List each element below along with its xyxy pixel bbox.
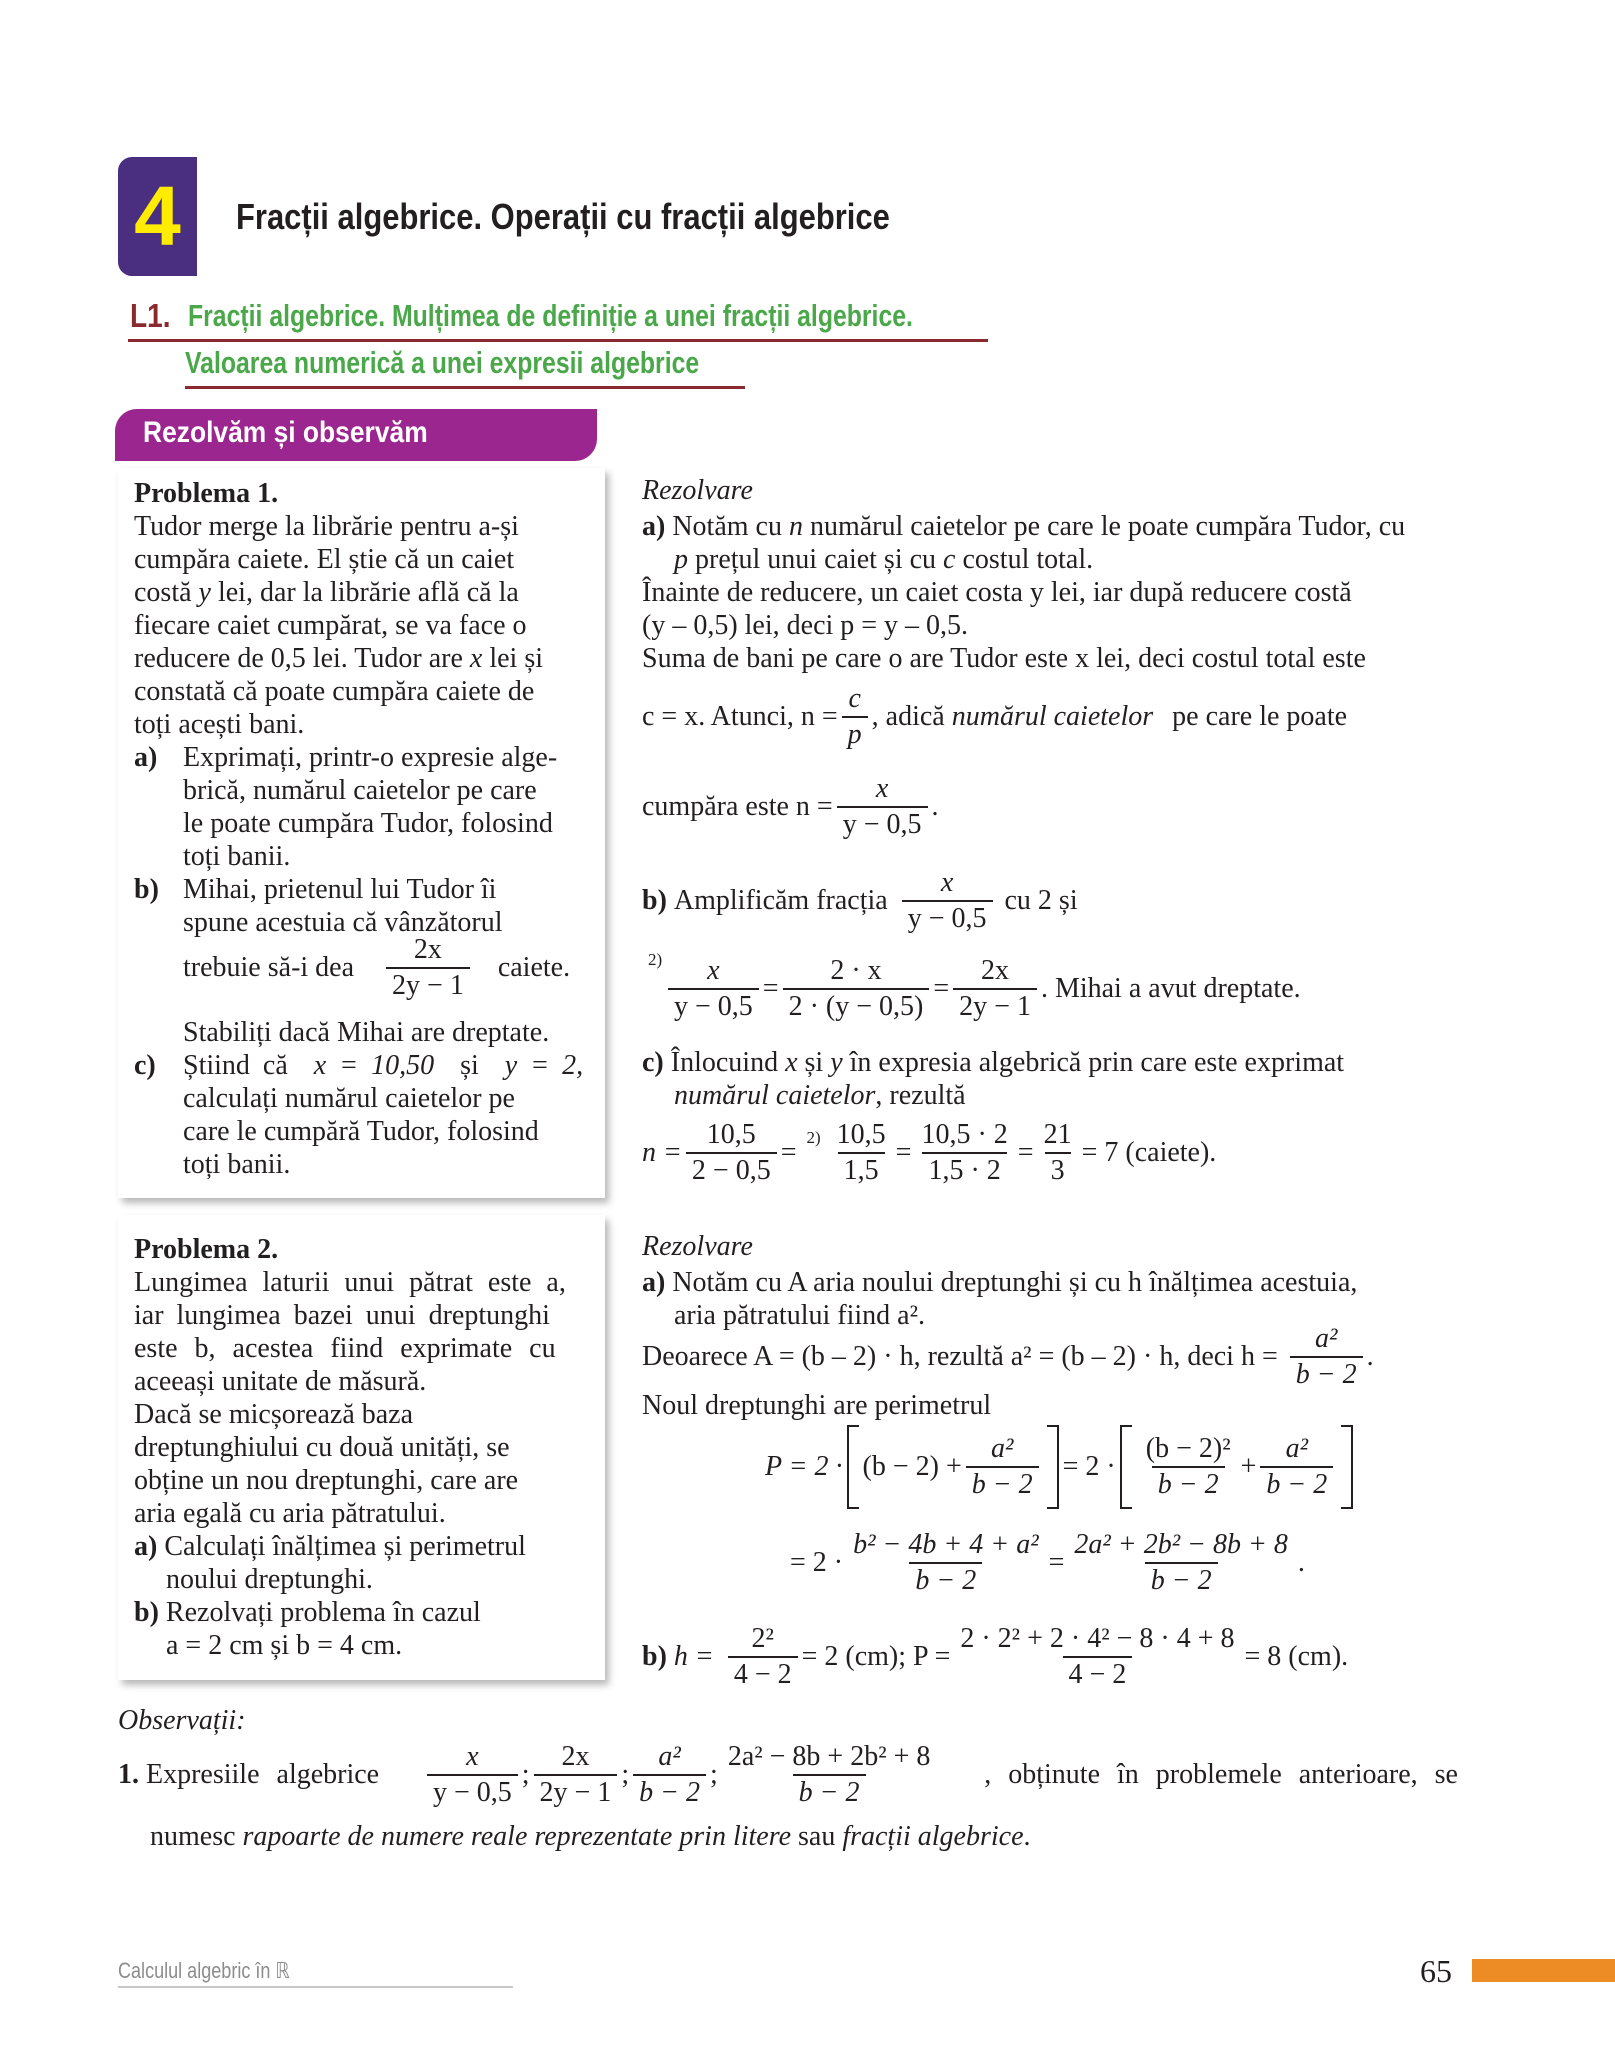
fraction: $\frac{\text{2²}}{4 - 2}$ bbox=[728, 1622, 798, 1692]
problem-2-line: Dacă se micșorează baza bbox=[134, 1399, 414, 1430]
solution-1-c-line: c) Înlocuind x și y în expresia algebrică prin care este exprimat bbox=[642, 1047, 1345, 1078]
chapter-number: 4 bbox=[134, 169, 181, 263]
problem-2-b-line: b) Rezolvați problema în cazul bbox=[134, 1597, 481, 1628]
problem-1-c-line: toți banii. bbox=[183, 1149, 291, 1180]
solution-1-line: Înainte de reducere, un caiet costa y lei, iar după reducere costă bbox=[642, 577, 1352, 608]
solution-2-a-line: aria pătratului fiind a². bbox=[674, 1300, 925, 1331]
fraction: $\frac{x}{y - 0,5}$ bbox=[668, 954, 759, 1024]
problem-1-line: toți acești bani. bbox=[134, 709, 305, 740]
lesson-label: L1. bbox=[130, 297, 171, 334]
chapter-number-badge bbox=[118, 157, 197, 276]
fraction: $\frac{\text{2 · 2² + 2 · 4² − 8 · 4 + 8}}{4 - 2}$ bbox=[960, 1623, 1235, 1690]
fraction: $\frac{\text{2a² + 2b² − 8b + 8}}{b - 2}$ bbox=[1074, 1529, 1288, 1596]
lesson-underline-2 bbox=[185, 386, 745, 389]
page-accent-bar bbox=[1472, 1959, 1615, 1982]
fraction: $\frac{\text{a²}}{b - 2}$ bbox=[633, 1740, 706, 1810]
problem-1-line: costă y lei, dar la librărie află că la bbox=[134, 577, 519, 608]
solution-1-n-equals-c-over-p: c = x. Atunci, n = $\frac{c}{p}$ , adică numărul caietelor pe care le poate bbox=[642, 683, 1348, 750]
bracket-left bbox=[847, 1425, 859, 1509]
amplification-marker: 2) bbox=[648, 950, 663, 969]
problem-1-b-fraction-line: trebuie să-i dea $\frac{2x}{2y - 1}$ caiete. bbox=[183, 934, 571, 1001]
solution-1-a-line: p prețul unui caiet și cu c costul total. bbox=[674, 544, 1094, 575]
solution-1-heading: Rezolvare bbox=[642, 475, 753, 506]
lesson-title-line1: Fracții algebrice. Mulțimea de definiție a unei fracții algebrice. bbox=[188, 298, 913, 333]
fraction: $\frac{\text{2a² − 8b + 2b² + 8}}{b - 2}$ bbox=[727, 1741, 931, 1808]
problem-1-c-label: c) bbox=[134, 1050, 156, 1081]
solution-2-heading: Rezolvare bbox=[642, 1231, 753, 1262]
page-number: 65 bbox=[1420, 1953, 1452, 1989]
problem-2-line: aria egală cu aria pătratului. bbox=[134, 1498, 446, 1529]
solution-1-c-equation: n = $\frac{10,5}{2 - 0,5}$ = $^{2)}$ $\frac{10,5}{1,5}$ = $\frac{10,5 \cdot 2}{1,5 \cdot 2}$ = $\frac{21}{3}$ = 7 (caiete). bbox=[642, 1119, 1217, 1186]
problem-2-box bbox=[118, 1215, 605, 1680]
fraction: $\frac{\text{a²}}{b - 2}$ bbox=[1290, 1322, 1363, 1392]
fraction: $\frac{x}{y - 0,5}$ bbox=[837, 772, 928, 842]
problem-1-line: reducere de 0,5 lei. Tudor are x lei și bbox=[134, 643, 543, 674]
bracket-right bbox=[1341, 1425, 1353, 1509]
problem-1-b-line: Stabiliți dacă Mihai are dreptate. bbox=[183, 1017, 550, 1048]
section-banner-label: Rezolvăm și observăm bbox=[143, 416, 428, 449]
problem-2-line: Lungimea laturii unui pătrat este a, bbox=[134, 1267, 566, 1298]
problem-1-a-label: a) bbox=[134, 742, 158, 773]
problem-1-line: cumpăra caiete. El știe că un caiet bbox=[134, 544, 515, 575]
problem-1-b-line: spune acestuia că vânzătorul bbox=[183, 907, 503, 938]
solution-1-b-equation: $\frac{x}{y - 0,5}$ = $\frac{2 \cdot x}{2 \cdot (y - 0,5)}$ = $\frac{2x}{2y - 1}$ . Mihai a avut dreptate. bbox=[664, 954, 1301, 1024]
problem-1-c-line: care le cumpără Tudor, folosind bbox=[183, 1116, 539, 1147]
problem-2-a-line: a) Calculați înălțimea și perimetrul bbox=[134, 1531, 526, 1562]
fraction: $\frac{\text{a²}}{b - 2}$ bbox=[966, 1432, 1039, 1502]
problem-1-line: constată că poate cumpăra caiete de bbox=[134, 676, 535, 707]
solution-1-b-line: b) Amplificăm fracția $\frac{x}{y - 0,5}$ cu 2 și bbox=[642, 867, 1078, 934]
problem-1-box bbox=[118, 468, 605, 1198]
bracket-left bbox=[1120, 1425, 1132, 1509]
solution-1-line: (y – 0,5) lei, deci p = y – 0,5. bbox=[642, 610, 969, 641]
solution-2-line: Noul dreptunghi are perimetrul bbox=[642, 1390, 992, 1421]
problem-2-line: aceeași unitate de măsură. bbox=[134, 1366, 427, 1397]
problem-1-line: fiecare caiet cumpărat, se va face o bbox=[134, 610, 527, 641]
problem-1-line: Tudor merge la librărie pentru a-și bbox=[134, 511, 519, 542]
solution-2-perimeter-eq-1: P = 2 · (b − 2) + $\frac{\text{a²}}{b - 2}$ = 2 · $\frac{\text{(b − 2)²}}{b - 2}$ + $\frac{\text{a²}}{b - 2}$ bbox=[765, 1425, 1357, 1509]
problem-2-line: obține un nou dreptunghi, care are bbox=[134, 1465, 519, 1496]
bracket-right bbox=[1047, 1425, 1059, 1509]
solution-2-height-formula: Deoarece A = (b – 2) · h, rezultă a² = (b – 2) · h, deci h = $\frac{\text{a²}}{b - 2}$ . bbox=[642, 1323, 1374, 1390]
fraction: $\frac{x}{y - 0,5}$ bbox=[902, 866, 993, 936]
solution-1-c-line: numărul caietelor, rezultă bbox=[674, 1080, 966, 1111]
fraction: $\frac{2 \cdot x}{2 \cdot (y - 0,5)}$ bbox=[783, 954, 930, 1024]
solution-1-a-line: a) Notăm cu n numărul caietelor pe care le poate cumpăra Tudor, cu bbox=[642, 511, 1406, 542]
section-banner bbox=[115, 409, 597, 461]
solution-2-perimeter-eq-2: = 2 · $\frac{\text{b² − 4b + 4 + a²}}{b - 2}$ = $\frac{\text{2a² + 2b² − 8b + 8}}{b - 2}$ . bbox=[790, 1529, 1305, 1596]
problem-1-a-line: Exprimați, printr-o expresie alge- bbox=[183, 742, 558, 773]
problem-1-b-label: b) bbox=[134, 874, 159, 905]
solution-1-n-formula: cumpăra este n = $\frac{x}{y - 0,5}$ . bbox=[642, 773, 939, 840]
problem-1-c-line: calculați numărul caietelor pe bbox=[183, 1083, 515, 1114]
footer-rule bbox=[118, 1986, 513, 1988]
fraction: $\frac{2x}{2y - 1}$ bbox=[953, 954, 1037, 1024]
problem-2-line: este b, acestea fiind exprimate cu bbox=[134, 1333, 556, 1364]
observations-heading: Observații: bbox=[118, 1705, 246, 1736]
problem-2-line: dreptunghiului cu două unități, se bbox=[134, 1432, 510, 1463]
solution-2-a-line: a) Notăm cu A aria noului dreptunghi și cu h înălțimea acestuia, bbox=[642, 1267, 1358, 1298]
problem-2-b-line: a = 2 cm și b = 4 cm. bbox=[166, 1630, 403, 1661]
lesson-title-line2: Valoarea numerică a unei expresii algebrice bbox=[185, 345, 700, 380]
problem-2-title: Problema 2. bbox=[134, 1234, 279, 1265]
chapter-title: Fracții algebrice. Operații cu fracții algebrice bbox=[236, 196, 890, 237]
problem-2-a-line: noului dreptunghi. bbox=[166, 1564, 373, 1595]
fraction: $\frac{2x}{2y - 1}$ bbox=[386, 933, 470, 1003]
fraction: $\frac{x}{y - 0,5}$ bbox=[427, 1740, 518, 1810]
problem-1-c-line: Știind că x = 10,50 și y = 2, bbox=[183, 1050, 584, 1081]
problem-1-title: Problema 1. bbox=[134, 478, 279, 509]
problem-1-a-line: le poate cumpăra Tudor, folosind bbox=[183, 808, 553, 839]
problem-1-b-line: Mihai, prietenul lui Tudor îi bbox=[183, 874, 497, 905]
solution-1-line: Suma de bani pe care o are Tudor este x lei, deci costul total este bbox=[642, 643, 1366, 674]
fraction: $\frac{10,5}{2 - 0,5}$ bbox=[686, 1118, 777, 1188]
fraction: $\frac{10,5 \cdot 2}{1,5 \cdot 2}$ bbox=[921, 1119, 1008, 1186]
problem-1-a-line: brică, numărul caietelor pe care bbox=[183, 775, 537, 806]
amplification-marker: 2) bbox=[806, 1128, 821, 1147]
problem-1-a-line: toți banii. bbox=[183, 841, 291, 872]
fraction: $\frac{c}{p}$ bbox=[842, 682, 868, 752]
lesson-underline-1 bbox=[128, 339, 988, 342]
problem-2-line: iar lungimea bazei unui dreptunghi bbox=[134, 1300, 550, 1331]
footer-section-title: Calculul algebric în ℝ bbox=[118, 1958, 290, 1983]
fraction: $\frac{\text{a²}}{b - 2}$ bbox=[1260, 1432, 1333, 1502]
fraction: $\frac{2x}{2y - 1}$ bbox=[534, 1740, 618, 1810]
solution-2-b-line: b) h = $\frac{\text{2²}}{4 - 2}$ = 2 (cm); P = $\frac{\text{2 · 2² + 2 · 4² − 8 · 4 + 8}}{4 - 2}$ = 8 (cm). bbox=[642, 1623, 1349, 1690]
fraction: $\frac{10,5}{1,5}$ bbox=[836, 1119, 886, 1186]
fraction: $\frac{\text{b² − 4b + 4 + a²}}{b - 2}$ bbox=[853, 1529, 1039, 1596]
observation-1: 1. Expresiile algebrice $\frac{x}{y - 0,5}$ ; $\frac{2x}{2y - 1}$ ; $\frac{\text{a²}}{b - 2}$ ; $\frac{\text{2a² − 8b + 2b² + 8}}{b - 2}$ , obținute în problemele anterioare, se bbox=[118, 1741, 1458, 1808]
observation-1-line-2: numesc rapoarte de numere reale reprezentate prin litere sau fracții algebrice. bbox=[150, 1821, 1031, 1852]
fraction: $\frac{21}{3}$ bbox=[1043, 1119, 1072, 1186]
fraction: $\frac{\text{(b − 2)²}}{b - 2}$ bbox=[1145, 1433, 1231, 1500]
